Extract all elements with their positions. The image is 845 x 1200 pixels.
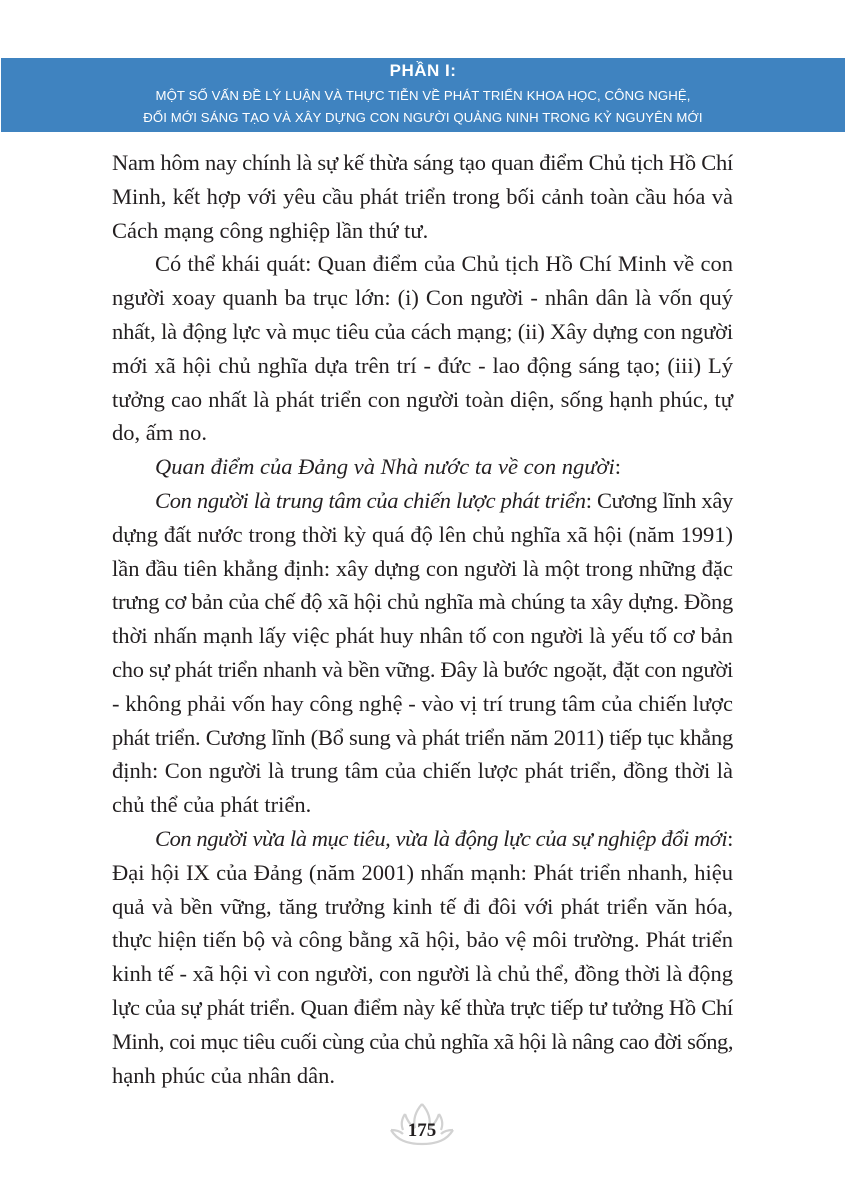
text-line xyxy=(112,484,733,518)
text-line: nhất, là động lực và mục tiêu của cách mạng; (ii) Xây dựng con người xyxy=(112,318,734,344)
text-line: do, ấm no. xyxy=(112,420,207,446)
paragraph-subheading xyxy=(112,450,733,484)
text-line: thực hiện tiến bộ và công bằng xã hội, bảo vệ môi trường. Phát triển xyxy=(112,927,733,953)
text-line: Đại hội IX của Đảng (năm 2001) nhấn mạnh: Phát triển nhanh, hiệu xyxy=(112,859,733,885)
text-line: lần đầu tiên khẳng định: xây dựng con người là một trong những đặc xyxy=(112,555,733,581)
text-line: Minh, coi mục tiêu cuối cùng của chủ nghĩa xã hội là nâng cao đời sống, xyxy=(112,1028,733,1054)
text-line: Minh, kết hợp với yêu cầu phát triển trong bối cảnh toàn cầu hóa và xyxy=(112,183,733,209)
italic-lead: Con người vừa là mục tiêu, vừa là động lực của sự nghiệp đổi mới xyxy=(155,825,728,851)
body-text xyxy=(112,146,733,1092)
text-line: chủ thể của phát triển. xyxy=(112,792,312,818)
text-line: Cách mạng công nghiệp lần thứ tư. xyxy=(112,217,429,243)
part-subtitle-line-2: ĐỔI MỚI SÁNG TẠO VÀ XÂY DỰNG CON NGƯỜI QUẢNG NINH TRONG KỶ NGUYÊN MỚI xyxy=(143,110,703,125)
text-line: lực của sự phát triển. Quan điểm này kế thừa trực tiếp tư tưởng Hồ Chí xyxy=(112,994,734,1020)
page-number: 175 xyxy=(407,1120,437,1141)
lead-suffix: : xyxy=(727,825,733,851)
text-line: cho sự phát triển nhanh và bền vững. Đây là bước ngoặt, đặt con người xyxy=(112,656,734,682)
text-line: tưởng cao nhất là phát triển con người toàn diện, sống hạnh phúc, tự xyxy=(112,386,733,412)
italic-lead: Con người là trung tâm của chiến lược phát triển xyxy=(155,487,586,513)
text-line: Có thể khái quát: Quan điểm của Chủ tịch Hồ Chí Minh về con xyxy=(155,251,733,277)
paragraph xyxy=(112,247,733,450)
text-line: quả và bền vững, tăng trưởng kinh tế đi đôi với phát triển văn hóa, xyxy=(112,893,733,919)
page-footer xyxy=(387,1100,457,1150)
section-header-banner xyxy=(1,58,845,132)
text-line: phát triển. Cương lĩnh (Bổ sung và phát triển năm 2011) tiếp tục khẳng xyxy=(112,724,733,750)
part-label: PHẦN I: xyxy=(389,61,457,80)
text-line xyxy=(112,822,733,856)
lead-suffix: : xyxy=(614,454,621,480)
text-line: - không phải vốn hay công nghệ - vào vị trí trung tâm của chiến lược xyxy=(112,690,733,716)
text-line: dựng đất nước trong thời kỳ quá độ lên chủ nghĩa xã hội (năm 1991) xyxy=(112,521,733,547)
text-line: thời nhấn mạnh lấy việc phát huy nhân tố con người là yếu tố cơ bản xyxy=(112,623,733,649)
text-line: kinh tế - xã hội vì con người, con người là chủ thể, đồng thời là động xyxy=(112,961,734,987)
text-line: định: Con người là trung tâm của chiến lược phát triển, đồng thời là xyxy=(112,758,733,784)
lead-suffix: : Cương lĩnh xây xyxy=(585,487,733,513)
text-line: người xoay quanh ba trục lớn: (i) Con người - nhân dân là vốn quý xyxy=(112,285,733,311)
paragraph xyxy=(112,822,733,1092)
text-line xyxy=(112,450,733,484)
paragraph xyxy=(112,484,733,822)
paragraph xyxy=(112,146,733,247)
part-subtitle-line-1: MỘT SỐ VẤN ĐỀ LÝ LUẬN VÀ THỰC TIỄN VỀ PHÁT TRIỂN KHOA HỌC, CÔNG NGHỆ, xyxy=(155,88,691,103)
text-line: trưng cơ bản của chế độ xã hội chủ nghĩa mà chúng ta xây dựng. Đồng xyxy=(112,589,734,615)
text-line: hạnh phúc của nhân dân. xyxy=(112,1062,336,1088)
italic-lead: Quan điểm của Đảng và Nhà nước ta về con người xyxy=(155,454,615,480)
text-line: Nam hôm nay chính là sự kế thừa sáng tạo quan điểm Chủ tịch Hồ Chí xyxy=(112,150,733,175)
text-line: mới xã hội chủ nghĩa dựa trên trí - đức - lao động sáng tạo; (iii) Lý xyxy=(112,352,733,378)
